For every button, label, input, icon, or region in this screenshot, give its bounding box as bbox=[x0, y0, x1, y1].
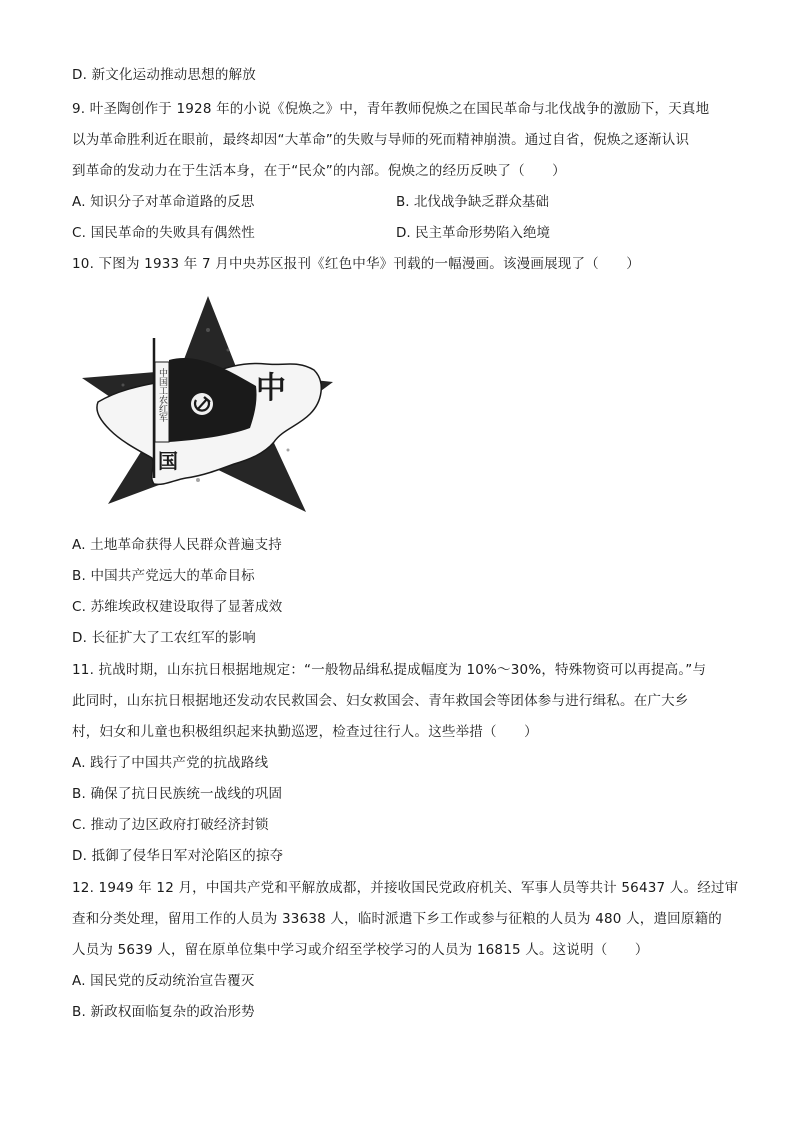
cartoon-char-zhong: 中 bbox=[256, 371, 286, 406]
cartoon-image bbox=[78, 290, 340, 518]
q9-stem-line-1: 9. 叶圣陶创作于 1928 年的小说《倪焕之》中，青年教师倪焕之在国民革命与北伐战争的激励下，天真地 bbox=[72, 101, 710, 117]
q10-option-c: C. 苏维埃政权建设取得了显著成效 bbox=[72, 599, 283, 615]
q9-option-b: B. 北伐战争缺乏群众基础 bbox=[396, 194, 549, 210]
flag-banner-text: 中国工农红军 bbox=[157, 368, 167, 422]
q11-stem-line-3: 村，妇女和儿童也积极组织起来执勤巡逻，检查过往行人。这些举措（ ） bbox=[72, 724, 538, 740]
prev-option-d: D. 新文化运动推动思想的解放 bbox=[72, 67, 256, 83]
q12-option-b: B. 新政权面临复杂的政治形势 bbox=[72, 1004, 255, 1020]
red-star-cartoon bbox=[78, 290, 340, 518]
q9-stem-line-3: 到革命的发动力在于生活本身，在于“民众”的内部。倪焕之的经历反映了（ ） bbox=[72, 163, 566, 179]
q12-stem-line-2: 查和分类处理，留用工作的人员为 33638 人，临时派遣下乡工作或参与征粮的人员为 480 人，遣回原籍的 bbox=[72, 911, 722, 927]
q9-option-a: A. 知识分子对革命道路的反思 bbox=[72, 194, 255, 210]
q11-option-a: A. 践行了中国共产党的抗战路线 bbox=[72, 755, 269, 771]
cartoon-char-guo: 国 bbox=[158, 449, 178, 473]
q12-option-a: A. 国民党的反动统治宣告覆灭 bbox=[72, 973, 255, 989]
q12-stem-line-1: 12. 1949 年 12 月，中国共产党和平解放成都，并接收国民党政府机关、军事人员等共计 56437 人。经过审 bbox=[72, 880, 739, 896]
q10-option-a: A. 土地革命获得人民群众普遍支持 bbox=[72, 537, 282, 553]
q12-stem-line-3: 人员为 5639 人，留在原单位集中学习或介绍至学校学习的人员为 16815 人。这说明（ ） bbox=[72, 942, 649, 958]
q10-stem: 10. 下图为 1933 年 7 月中央苏区报刊《红色中华》刊载的一幅漫画。该漫画展现了（ ） bbox=[72, 256, 640, 272]
q9-stem-line-2: 以为革命胜利近在眼前，最终却因“大革命”的失败与导师的死而精神崩溃。通过自省，倪焕之逐渐认识 bbox=[72, 132, 690, 148]
q11-stem-line-2: 此同时，山东抗日根据地还发动农民救国会、妇女救国会、青年救国会等团体参与进行缉私。在广大乡 bbox=[72, 693, 689, 709]
q10-option-d: D. 长征扩大了工农红军的影响 bbox=[72, 630, 256, 646]
hammer-sickle-icon bbox=[191, 393, 213, 415]
q11-option-c: C. 推动了边区政府打破经济封锁 bbox=[72, 817, 269, 833]
q9-option-d: D. 民主革命形势陷入绝境 bbox=[396, 225, 550, 241]
q11-option-d: D. 抵御了侵华日军对沦陷区的掠夺 bbox=[72, 848, 284, 864]
q11-option-b: B. 确保了抗日民族统一战线的巩固 bbox=[72, 786, 283, 802]
q10-option-b: B. 中国共产党远大的革命目标 bbox=[72, 568, 255, 584]
q11-stem-line-1: 11. 抗战时期，山东抗日根据地规定：“一般物品缉私提成幅度为 10%～30%，特殊物资可以再提高。”与 bbox=[72, 662, 707, 678]
q9-option-c: C. 国民革命的失败具有偶然性 bbox=[72, 225, 256, 241]
